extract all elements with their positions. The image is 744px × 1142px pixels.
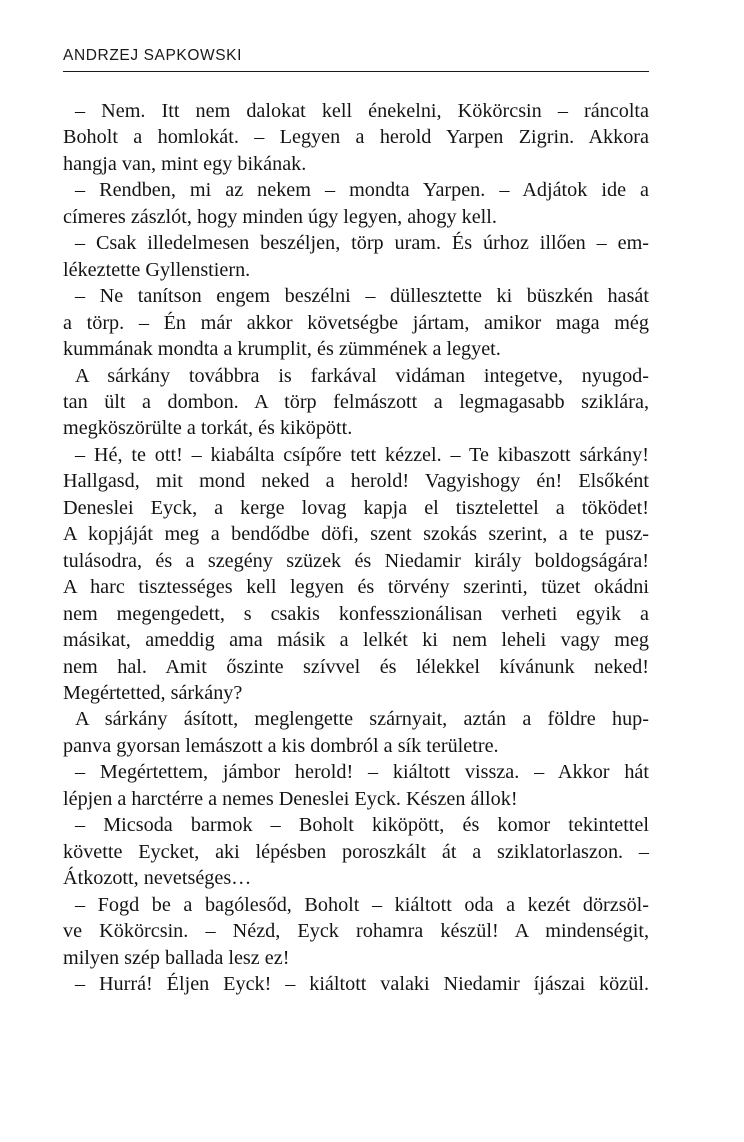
text-line: – Hé, te ott! – kiabálta csípőre tett kézzel. – Te kibaszott sárkány!: [75, 443, 649, 466]
text-line: nem hal. Amit őszinte szívvel és lélekkel kívánunk neked!: [63, 655, 649, 678]
text-line: A harc tisztességes kell legyen és törvény szerinti, tüzet okádni: [63, 576, 649, 599]
text-line: Hallgasd, mit mond neked a herold! Vagyishogy én! Elsőként: [63, 470, 649, 493]
text-line: – Nem. Itt nem dalokat kell énekelni, Kökörcsin – ráncolta: [75, 100, 649, 122]
text-line: – Micsoda barmok – Boholt kiköpött, és komor tekintettel: [75, 814, 649, 837]
text-line: A sárkány ásított, meglengette szárnyait, aztán a földre hup-: [75, 708, 649, 731]
text-line: – Rendben, mi az nekem – mondta Yarpen. – Adjátok ide a: [75, 179, 649, 202]
text-line: – Fogd be a bagólesőd, Boholt – kiáltott oda a kezét dörzsöl-: [75, 893, 649, 916]
running-head: ANDRZEJ SAPKOWSKI: [63, 47, 243, 64]
text-line: lékeztette Gyllenstiern.: [63, 258, 251, 281]
text-line: tulásodra, és a szegény szüzek és Niedamir király boldogságára!: [63, 549, 649, 572]
text-line: – Megértettem, jámbor herold! – kiáltott vissza. – Akkor hát: [75, 761, 649, 784]
text-line: Megértetted, sárkány?: [63, 681, 243, 704]
text-line: kummának mondta a krumplit, és zümmének a legyet.: [63, 338, 501, 361]
text-line: hangja van, mint egy bikának.: [63, 152, 307, 175]
text-line: – Hurrá! Éljen Eyck! – kiáltott valaki Niedamir íjászai közül.: [75, 972, 649, 995]
text-line: címeres zászlót, hogy minden úgy legyen, ahogy kell.: [63, 205, 497, 228]
text-line: másikat, ameddig ama másik a lelkét ki nem leheli vagy meg: [63, 629, 649, 652]
text-line: tan ült a dombon. A törp felmászott a legmagasabb sziklára,: [63, 390, 649, 413]
text-line: panva gyorsan lemászott a kis dombról a sík területre.: [63, 734, 499, 757]
text-line: A sárkány továbbra is farkával vidáman integetve, nyugod-: [75, 364, 649, 387]
header-rule: [63, 71, 649, 72]
text-line: milyen szép ballada lesz ez!: [63, 946, 290, 969]
text-line: megköszörülte a torkát, és kiköpött.: [63, 417, 353, 440]
text-line: a törp. – Én már akkor követségbe jártam, amikor maga még: [63, 311, 649, 334]
text-line: Deneslei Eyck, a kerge lovag kapja el tisztelettel a töködet!: [63, 496, 649, 519]
text-line: – Ne tanítson engem beszélni – düllesztette ki büszkén hasát: [75, 285, 649, 308]
text-line: nem megengedett, s csakis konfesszionálisan verheti egyik a: [63, 602, 649, 625]
text-line: A kopjáját meg a bendődbe döfi, szent szokás szerint, a te pusz-: [63, 523, 649, 546]
text-line: – Csak illedelmesen beszéljen, törp uram. És úrhoz illően – em-: [75, 232, 649, 255]
text-line: Boholt a homlokát. – Legyen a herold Yarpen Zigrin. Akkora: [63, 126, 649, 149]
body-text: [63, 98, 649, 997]
text-line: Átkozott, nevetséges…: [63, 867, 252, 890]
text-line: követte Eycket, aki lépésben poroszkált át a sziklatorlaszon. –: [63, 840, 649, 863]
text-line: ve Kökörcsin. – Nézd, Eyck rohamra készül! A mindenségit,: [63, 920, 649, 943]
text-line: lépjen a harctérre a nemes Deneslei Eyck. Készen állok!: [63, 787, 518, 810]
